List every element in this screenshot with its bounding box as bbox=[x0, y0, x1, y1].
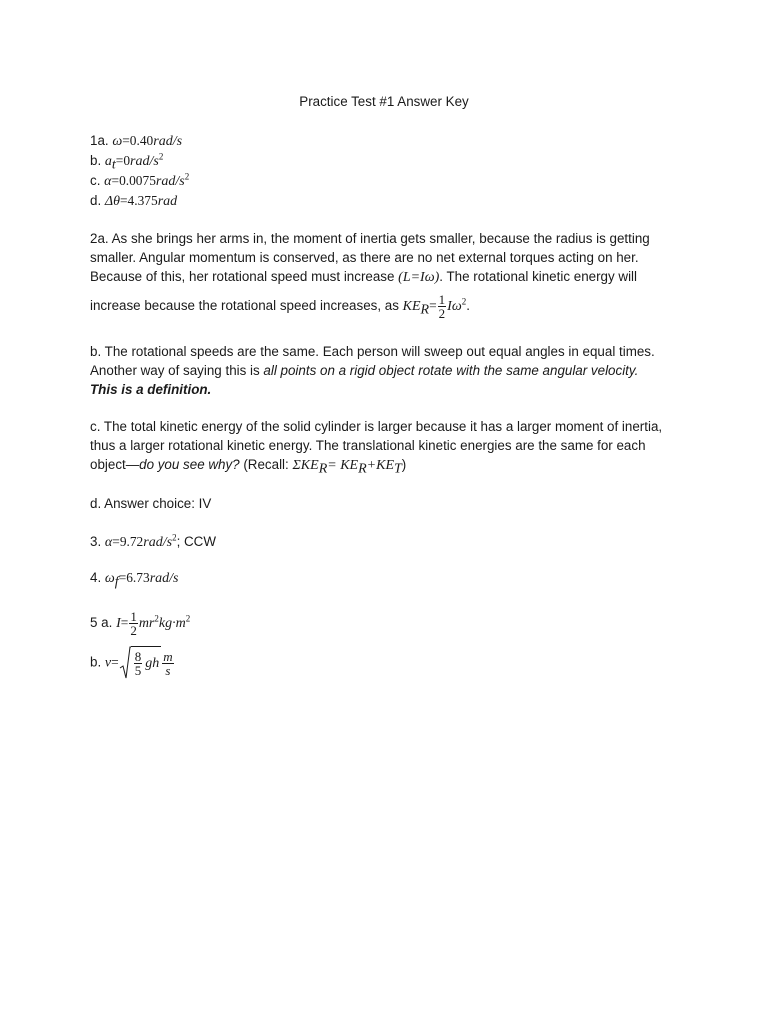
answer-3: 3. $\alpha=9.72rad/s^2$; CCW bbox=[90, 532, 216, 550]
page-title: Practice Test #1 Answer Key bbox=[299, 94, 469, 109]
answer-label: c. bbox=[90, 173, 101, 188]
answer-2d: d. Answer choice: IV bbox=[90, 496, 212, 511]
definition-note: This is a definition. bbox=[90, 382, 212, 397]
formula-angular-momentum: (L=Iω) bbox=[398, 270, 440, 285]
answer-1b: b. $a_t=0rad/s^2$ bbox=[90, 151, 164, 173]
answer-label: 1a. bbox=[90, 133, 109, 148]
answer-1d: d. Δθ=4.375rad bbox=[90, 193, 178, 209]
answer-1a: 1a. ω=0.40rad/s bbox=[90, 133, 183, 149]
fraction-one-half: $\frac{1}{2}$ bbox=[438, 292, 446, 321]
fraction-units: $\frac{m}{s}$ bbox=[163, 648, 173, 678]
square-root: $\frac{8}{5}$ gh bbox=[119, 646, 162, 680]
answer-2c: c. The total kinetic energy of the solid cylinder is larger because it has a larger moment of inertia, thus a larger rotational kinetic energy. The translational kinetic energies are the same for each object—do you see why? (Recall: $\Sigma KE_R= KE_R+KE_T$) bbox=[90, 419, 663, 477]
fraction-eight-fifths: $\frac{8}{5}$ bbox=[134, 649, 142, 678]
answer-label: 3. bbox=[90, 534, 102, 549]
question-1 bbox=[90, 131, 682, 211]
answer-5b: b. v= $\frac{8}{5}$ gh $\frac{m}{s}$ bbox=[90, 646, 682, 680]
answer-label: d. bbox=[90, 193, 102, 208]
answer-2a-formula-line: increase because the rotational speed increases, as $KE_R=$ $\frac{1}{2}$ $I\omega^2$. bbox=[90, 292, 470, 321]
answer-2a: 2a. As she brings her arms in, the moment of inertia gets smaller, because the radius is getting smaller. Angular momentum is conserved, as there are no net external torques acting on her. Because of this, her rotational speed must increase (L=Iω). The rotational kinetic energy will increase because the rotational speed increases, as $KE_R=$ $\frac{1}{2}$ $I\omega^2$. bbox=[90, 229, 682, 320]
fraction-one-half: $\frac{1}{2}$ bbox=[130, 609, 137, 638]
answer-5a: 5 a. I= $\frac{1}{2}$ $mr^2kg\cdot m^2$ bbox=[90, 609, 191, 638]
answer-label: b. bbox=[90, 153, 102, 168]
answer-label: 5 a. bbox=[90, 615, 113, 631]
answer-label: b. bbox=[90, 654, 102, 670]
answer-label: 4. bbox=[90, 570, 102, 585]
answer-1c: c. $\alpha=0.0075rad/s^2$ bbox=[90, 171, 190, 189]
answer-2b: b. The rotational speeds are the same. Each person will sweep out equal angles in equal times. Another way of saying this is all points on a rigid object rotate with the same angular velocity. This is a definition. bbox=[90, 342, 682, 399]
answer-4: 4. $\omega_f=6.73rad/s$ bbox=[90, 570, 179, 590]
radical-sign-icon bbox=[119, 646, 131, 680]
